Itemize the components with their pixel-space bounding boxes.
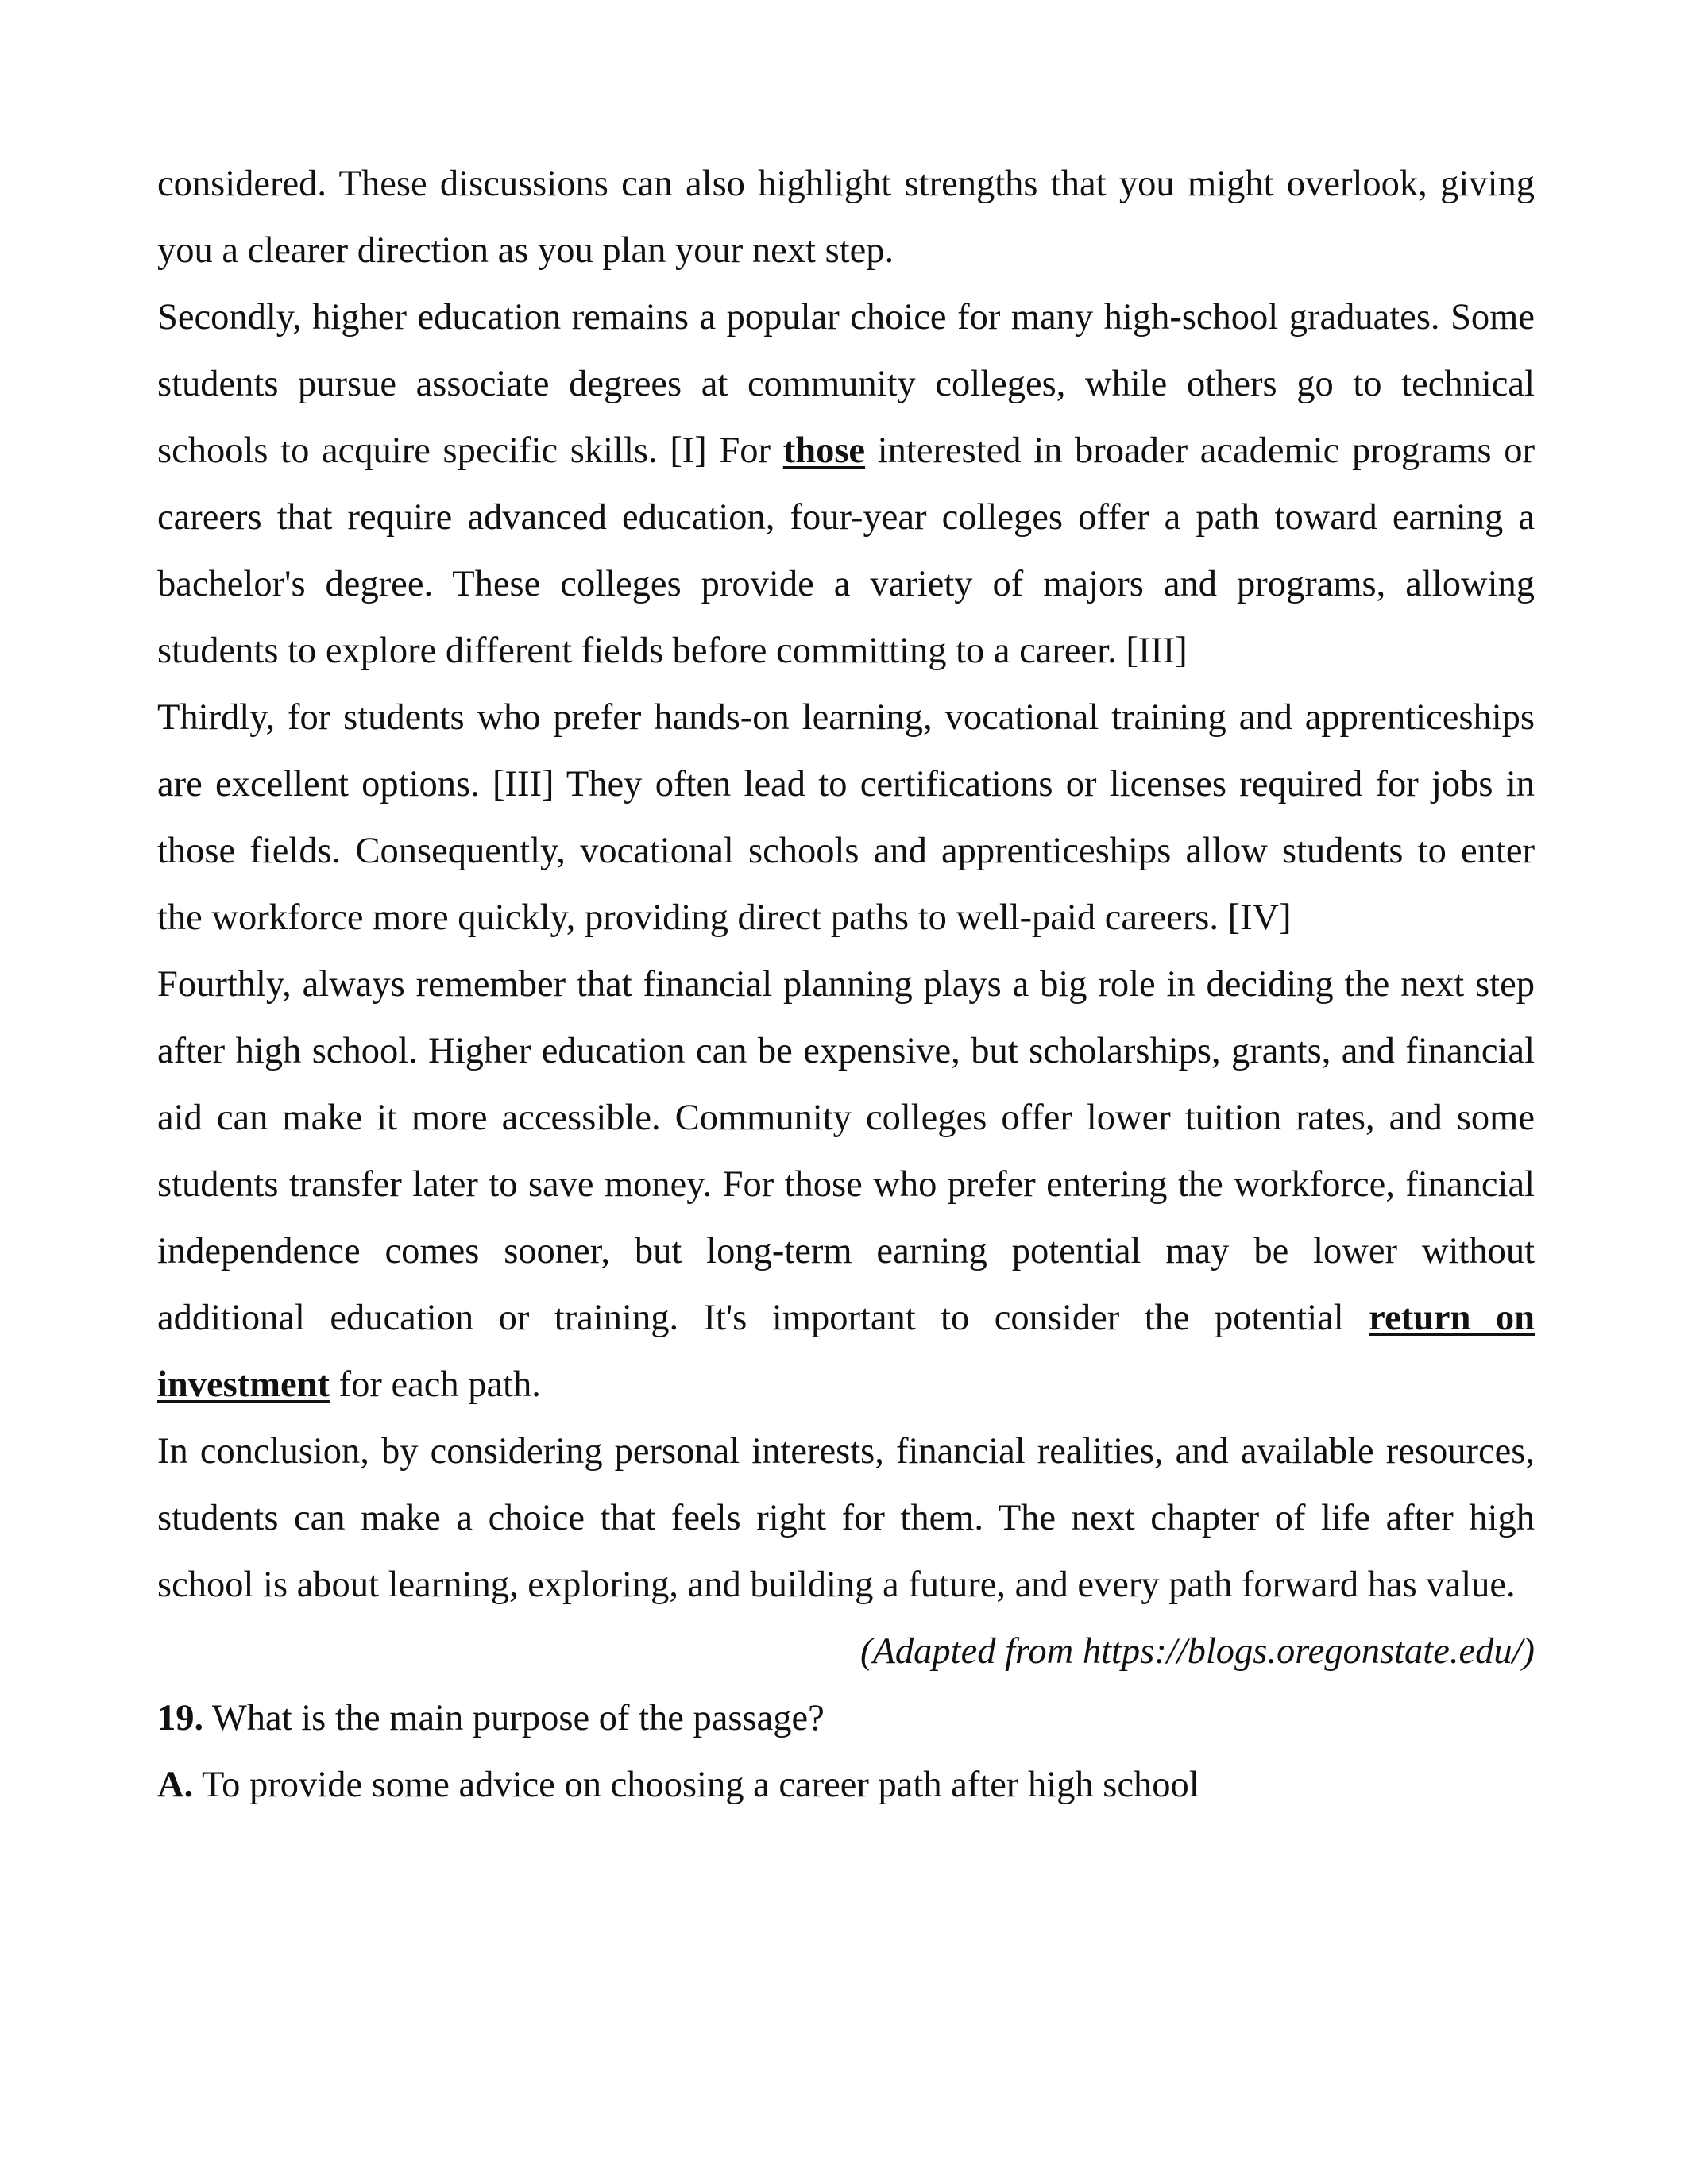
source-citation: (Adapted from https://blogs.oregonstate.edu/)	[860, 1631, 1535, 1672]
paragraph-3-text: Thirdly, for students who prefer hands-on learning, vocational training and apprenticeships are excellent options. [III] They often lead to certifications or licenses required for jobs in those fields. Consequently, vocational schools and apprenticeships allow students to enter the workforce more quickly, providing direct paths to well-paid careers. [IV]	[157, 697, 1535, 938]
paragraph-2-text-start: Secondly, higher education remains a popular choice for many high-school graduates. Some students pursue associate degrees at community colleges, while others go to technical schools to acquire specific skills. [I] For	[157, 297, 1535, 471]
paragraph-5	[157, 1418, 1535, 1619]
paragraph-2	[157, 284, 1535, 685]
paragraph-2-text-end: interested in broader academic programs or careers that require advanced education, four-year colleges offer a path toward earning a bachelor's degree. These colleges provide a variety of majors and programs, allowing students to explore different fields before committing to a career. [III]	[157, 430, 1535, 671]
document-page	[157, 151, 1535, 1819]
question-19	[157, 1685, 1535, 1752]
answer-option-a[interactable]	[157, 1752, 1535, 1819]
question-number: 19.	[157, 1698, 204, 1738]
highlighted-phrase-return-on-investment: return on investment	[157, 1298, 1535, 1405]
paragraph-3	[157, 685, 1535, 951]
paragraph-1	[157, 151, 1535, 284]
paragraph-5-text: In conclusion, by considering personal interests, financial realities, and available resources, students can make a choice that feels right for them. The next chapter of life after high school is about learning, exploring, and building a future, and every path forward has value.	[157, 1431, 1535, 1605]
highlighted-word-those: those	[782, 430, 866, 471]
question-text: What is the main purpose of the passage?	[203, 1698, 825, 1738]
paragraph-4-text-start: Fourthly, always remember that financial planning plays a big role in deciding the next step after high school. Higher education can be expensive, but scholarships, grants, and financial aid can make it more accessible. Community colleges offer lower tuition rates, and some students transfer later to save money. For those who prefer entering the workforce, financial independence comes sooner, but long-term earning potential may be lower without additional education or training. It's important to consider the potential	[157, 964, 1535, 1338]
paragraph-4	[157, 951, 1535, 1418]
option-letter: A.	[157, 1765, 194, 1805]
option-text: To provide some advice on choosing a career path after high school	[193, 1765, 1199, 1805]
paragraph-1-text: considered. These discussions can also highlight strengths that you might overlook, giving you a clearer direction as you plan your next step.	[157, 164, 1535, 271]
paragraph-4-text-end: for each path.	[329, 1364, 541, 1405]
